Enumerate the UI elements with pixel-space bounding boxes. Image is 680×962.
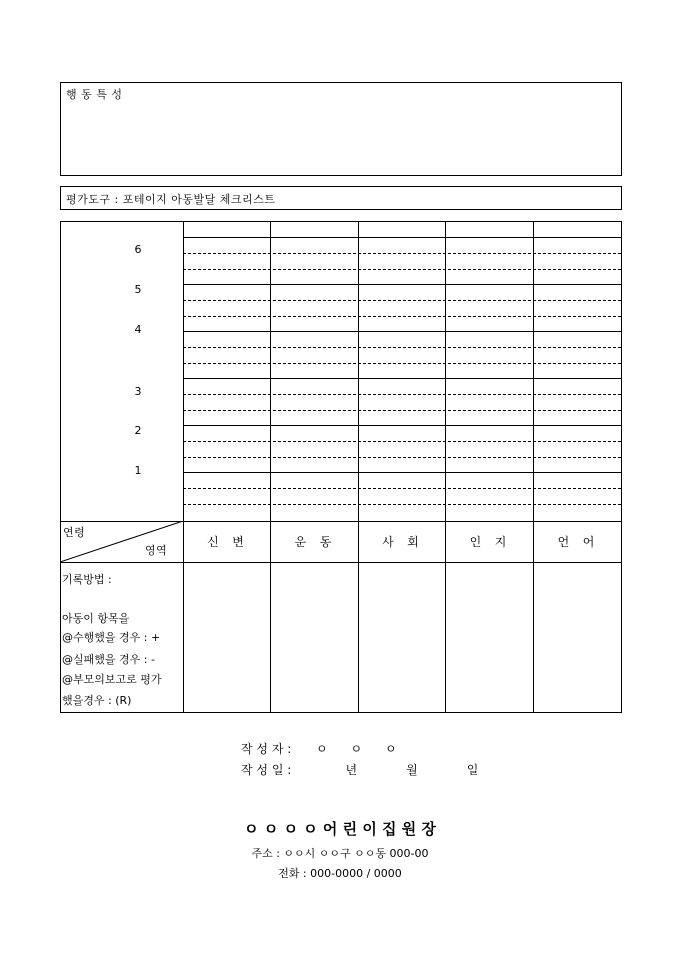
date-label: 작 성 일 :	[241, 763, 292, 777]
corner-domain-label: 영역	[145, 544, 168, 557]
age-level-3: 3	[134, 385, 142, 398]
grid-dashed-line	[183, 394, 621, 395]
record-line: 아동이 항목을	[62, 612, 130, 625]
grid-dashed-line	[183, 269, 621, 270]
grid-dashed-line	[183, 441, 621, 442]
domain-self-help: 신 변	[207, 535, 246, 549]
grid-row-line	[183, 284, 621, 285]
tool-label: 평가도구 : 포테이지 아동발달 체크리스트	[66, 193, 276, 206]
tool-box	[60, 186, 622, 210]
age-level-4: 4	[134, 323, 142, 336]
record-line: 기록방법 :	[62, 573, 112, 586]
record-line: @부모의보고로 평가	[62, 673, 162, 686]
grid-row-line	[183, 237, 621, 238]
grid-dashed-line	[183, 316, 621, 317]
grid-dashed-line	[183, 457, 621, 458]
org-phone: 전화 : 000-0000 / 0000	[278, 867, 402, 880]
age-level-1: 1	[134, 464, 142, 477]
grid-dashed-line	[183, 253, 621, 254]
writer-label: 작 성 자 :	[241, 742, 292, 756]
org-address: 주소 : ㅇㅇ시 ㅇㅇ구 ㅇㅇ동 000-00	[251, 847, 429, 860]
domain-language: 언 어	[557, 535, 597, 549]
age-level-5: 5	[134, 283, 142, 296]
record-line: 했을경우 : (R)	[62, 694, 132, 707]
domain-social: 사 회	[382, 535, 421, 549]
grid-dashed-line	[183, 300, 621, 301]
grid-row-line	[183, 331, 621, 332]
corner-age-label: 연령	[63, 526, 86, 539]
date-value: 년 월 일	[316, 763, 479, 777]
grid-col-divider	[445, 221, 446, 713]
grid-row-line	[183, 472, 621, 473]
record-line: @실패했을 경우 : -	[62, 653, 155, 666]
grid-col-divider	[533, 221, 534, 713]
behavior-label: 행 동 특 성	[66, 88, 123, 101]
grid-dashed-line	[183, 410, 621, 411]
behavior-box	[60, 82, 622, 176]
domain-motor: 운 동	[294, 535, 334, 549]
age-level-6: 6	[134, 243, 142, 256]
grid-col-divider	[358, 221, 359, 713]
grid-dashed-line	[183, 504, 621, 505]
age-level-2: 2	[134, 424, 142, 437]
grid-dashed-line	[183, 347, 621, 348]
grid-dashed-line	[183, 488, 621, 489]
grid-col-divider	[270, 221, 271, 713]
writer-value: ㅇ ㅇ ㅇ	[316, 742, 397, 756]
domain-cognitive: 인 지	[469, 535, 509, 549]
grid-dashed-line	[183, 363, 621, 364]
grid-row-line	[183, 425, 621, 426]
grid-row-line	[183, 378, 621, 379]
org-title: ㅇ ㅇ ㅇ ㅇ 어 린 이 집 원 장	[244, 820, 436, 838]
grid-left-divider	[183, 221, 184, 713]
record-line: @수행했을 경우 : +	[62, 631, 161, 644]
